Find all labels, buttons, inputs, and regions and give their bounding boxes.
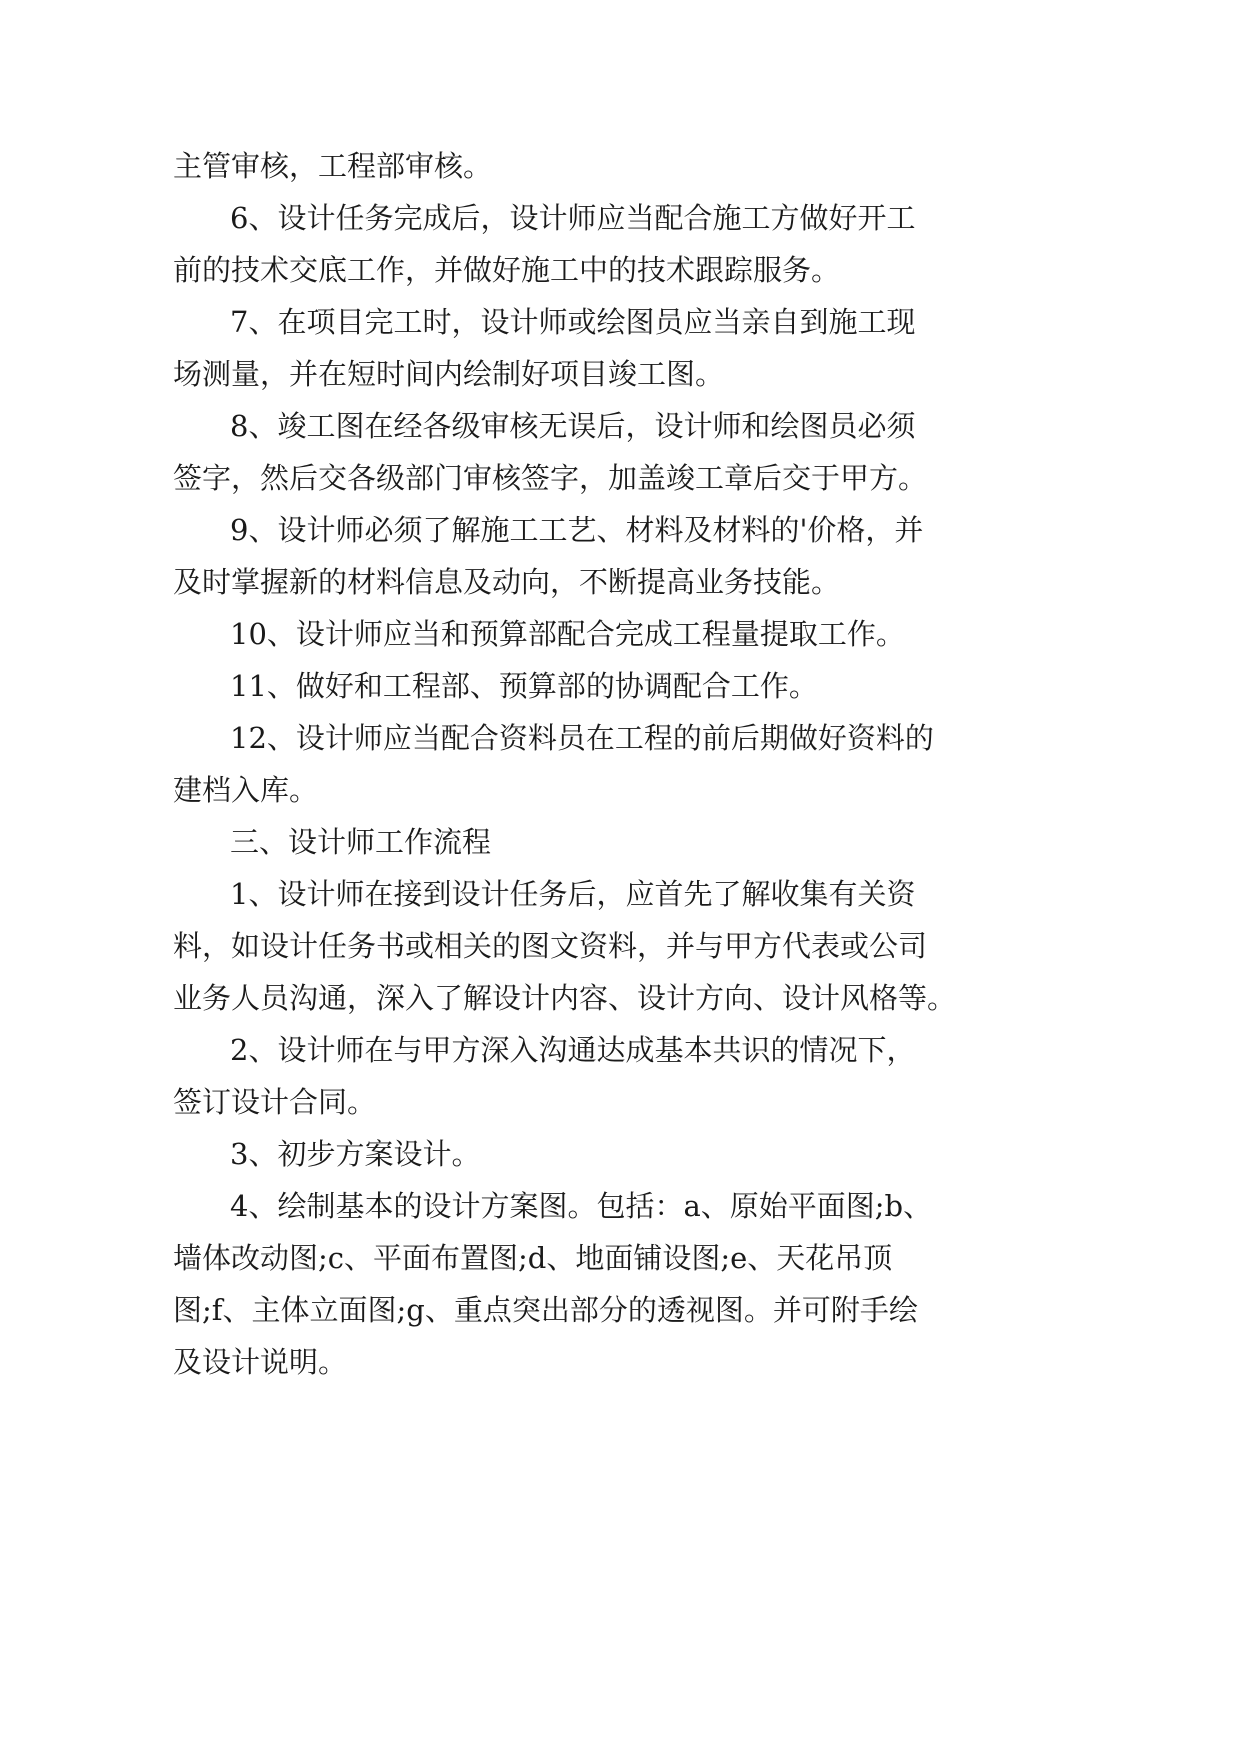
text-line: 场测量，并在短时间内绘制好项目竣工图。 — [173, 357, 725, 391]
text-line: 1、设计师在接到设计任务后，应首先了解收集有关资 — [230, 877, 916, 911]
text-line: 主管审核，工程部审核。 — [173, 149, 493, 183]
text-line: 4、绘制基本的设计方案图。包括：a、原始平面图;b、 — [230, 1189, 933, 1223]
text-line: 3、初步方案设计。 — [230, 1137, 481, 1171]
text-line: 前的技术交底工作，并做好施工中的技术跟踪服务。 — [173, 253, 841, 287]
text-line: 及时掌握新的材料信息及动向，不断提高业务技能。 — [173, 565, 841, 599]
text-line: 墙体改动图;c、平面布置图;d、地面铺设图;e、天花吊顶 — [173, 1241, 893, 1275]
text-line: 签字，然后交各级部门审核签字，加盖竣工章后交于甲方。 — [173, 461, 928, 495]
text-line: 7、在项目完工时，设计师或绘图员应当亲自到施工现 — [230, 305, 916, 339]
section-heading: 三、设计师工作流程 — [230, 825, 492, 859]
text-line: 图;f、主体立面图;g、重点突出部分的透视图。并可附手绘 — [173, 1293, 918, 1327]
text-line: 料，如设计任务书或相关的图文资料，并与甲方代表或公司 — [173, 929, 928, 963]
text-line: 及设计说明。 — [173, 1345, 348, 1379]
text-line: 签订设计合同。 — [173, 1085, 377, 1119]
text-line: 12、设计师应当配合资料员在工程的前后期做好资料的 — [230, 721, 934, 755]
text-line: 9、设计师必须了解施工工艺、材料及材料的'价格，并 — [230, 513, 924, 547]
text-line: 建档入库。 — [173, 773, 319, 807]
text-line: 2、设计师在与甲方深入沟通达成基本共识的情况下， — [230, 1033, 916, 1067]
text-line: 10、设计师应当和预算部配合完成工程量提取工作。 — [230, 617, 905, 651]
text-line: 业务人员沟通，深入了解设计内容、设计方向、设计风格等。 — [173, 981, 957, 1015]
text-line: 8、竣工图在经各级审核无误后，设计师和绘图员必须 — [230, 409, 916, 443]
text-line: 11、做好和工程部、预算部的协调配合工作。 — [230, 669, 818, 703]
text-line: 6、设计任务完成后，设计师应当配合施工方做好开工 — [230, 201, 916, 235]
